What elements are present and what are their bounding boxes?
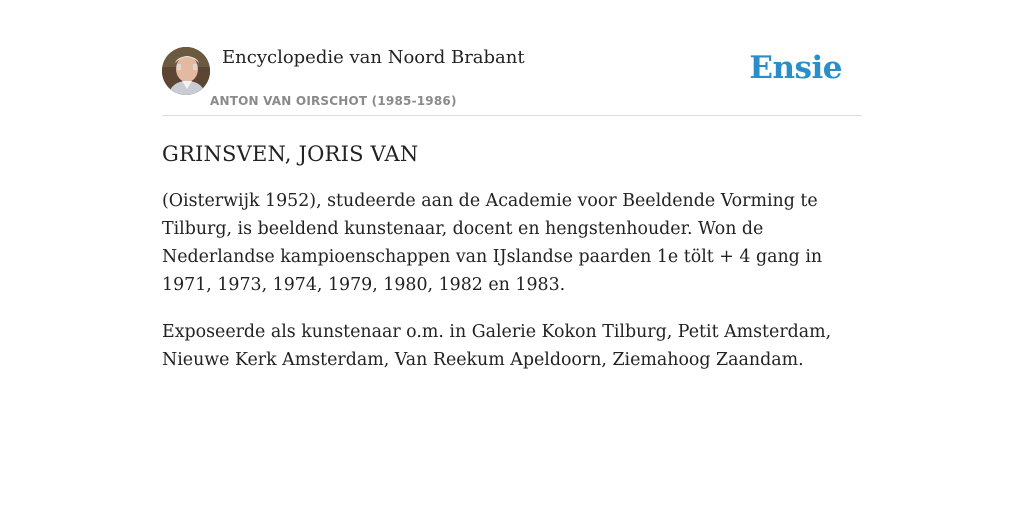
- ensie-logo[interactable]: Ensie: [749, 50, 842, 86]
- site-title[interactable]: Encyclopedie van Noord Brabant: [222, 47, 525, 68]
- author-avatar[interactable]: [162, 47, 210, 95]
- entry-card: [162, 40, 862, 374]
- entry-title: GRINSVEN, JORIS VAN: [162, 142, 419, 166]
- author-name[interactable]: ANTON VAN OIRSCHOT (1985-1986): [210, 94, 457, 108]
- author-portrait-icon: [162, 47, 210, 95]
- entry-paragraph: Exposeerde als kunstenaar o.m. in Galerie Kokon Tilburg, Petit Amsterdam, Nieuwe Kerk Amsterdam, Van Reekum Apeldoorn, Ziemahoog Zaandam.: [162, 322, 832, 370]
- page-header: [162, 40, 862, 116]
- entry-paragraph: (Oisterwijk 1952), studeerde aan de Academie voor Beeldende Vorming te Tilburg, is beeldend kunstenaar, docent en hengstenhouder. Won de Nederlandse kampioenschappen van IJslandse paarden 1e tölt + 4 gang in 1971, 1973, 1974, 1979, 1980, 1982 en 1983.: [162, 191, 823, 295]
